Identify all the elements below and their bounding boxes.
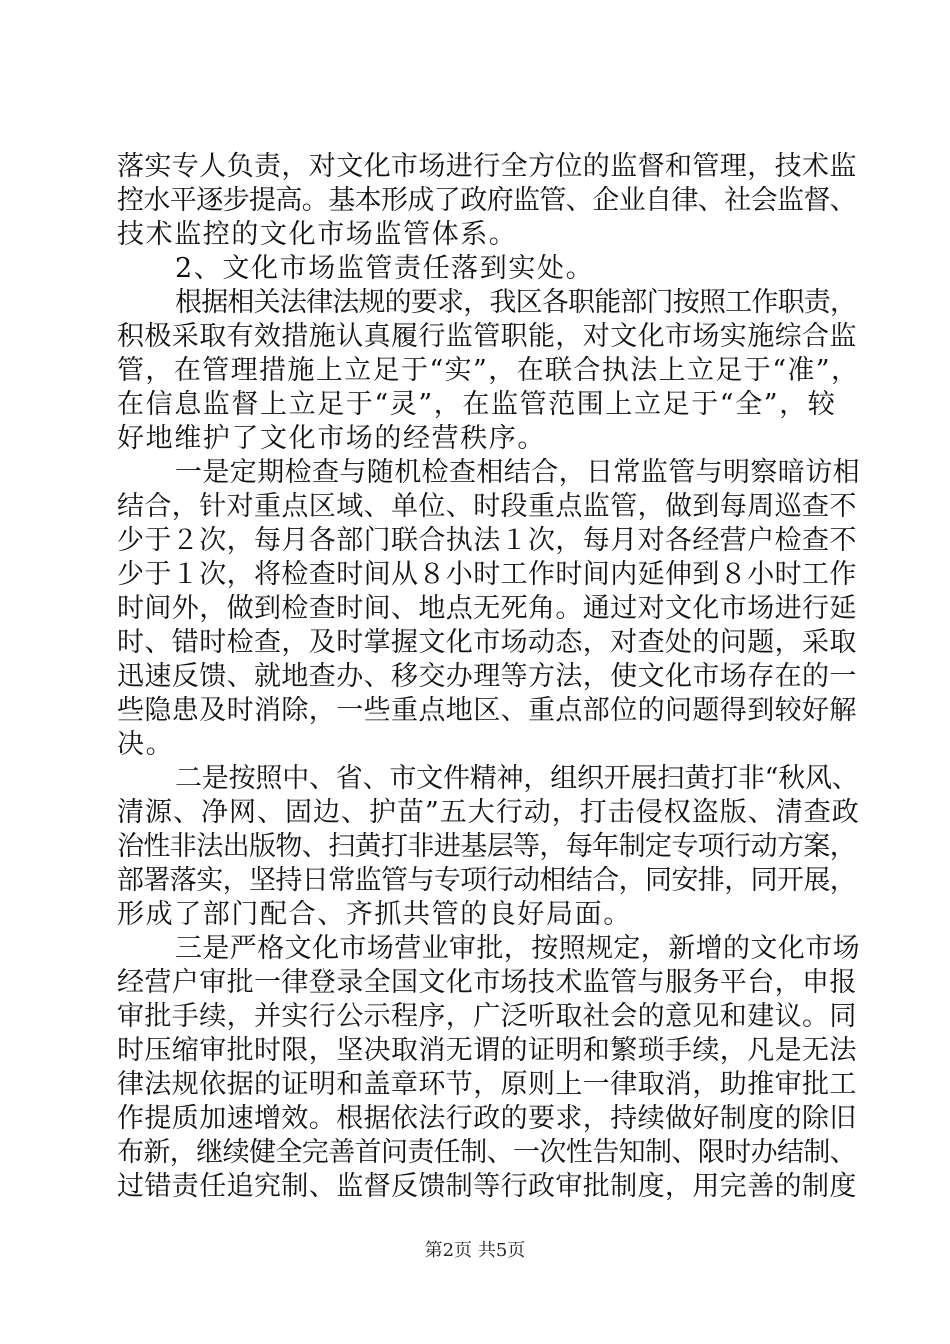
paragraph-line: 形成了部门配合、齐抓共管的良好局面。 [117,899,632,930]
paragraph-line: 一是定期检查与随机检查相结合，日常监管与明察暗访相 [175,457,860,488]
paragraph-line: 根据相关法律法规的要求，我区各职能部门按照工作职责， [175,287,857,318]
paragraph-line: 时、错时检查，及时掌握文化市场动态，对查处的问题，采取 [117,627,857,658]
paragraph-line: 少于１次，将检查时间从８小时工作时间内延伸到８小时工作 [117,559,857,590]
paragraph-line: 落实专人负责，对文化市场进行全方位的监督和管理，技术监 [117,151,857,182]
paragraph-line: 迅速反馈、就地查办、移交办理等方法，使文化市场存在的一 [117,661,857,692]
paragraph-line: 时间外，做到检查时间、地点无死角。通过对文化市场进行延 [117,593,857,624]
section-heading: 2、文化市场监管责任落到实处。 [175,253,595,284]
paragraph-line: 布新，继续健全完善首问责任制、一次性告知制、限时办结制、 [117,1137,857,1168]
paragraph-line: 过错责任追究制、监督反馈制等行政审批制度，用完善的制度 [117,1171,857,1202]
paragraph-line: 清源、净网、固边、护苗”五大行动，打击侵权盗版、清查政 [117,797,860,828]
paragraph-line: 在信息监督上立足于“灵”，在监管范围上立足于“全”，较 [117,389,837,420]
paragraph-line: 控水平逐步提高。基本形成了政府监管、企业自律、社会监督、 [117,185,857,216]
paragraph-line: 结合，针对重点区域、单位、时段重点监管，做到每周巡查不 [117,491,857,522]
paragraph-line: 管，在管理措施上立足于“实”，在联合执法上立足于“准”， [117,355,860,386]
paragraph-line: 部署落实，坚持日常监管与专项行动相结合，同安排，同开展， [117,865,857,896]
paragraph-line: 治性非法出版物、扫黄打非进基层等，每年制定专项行动方案， [117,831,857,862]
page-footer: 第2页 共5页 [424,1240,526,1261]
paragraph-line: 作提质加速增效。根据依法行政的要求，持续做好制度的除旧 [117,1103,857,1134]
paragraph-line: 好地维护了文化市场的经营秩序。 [117,423,546,454]
paragraph-line: 决。 [117,729,175,760]
paragraph-line: 审批手续，并实行公示程序，广泛听取社会的意见和建议。同 [117,1001,857,1032]
paragraph-line: 技术监控的文化市场监管体系。 [117,219,518,250]
paragraph-line: 三是严格文化市场营业审批，按照规定，新增的文化市场 [175,933,860,964]
paragraph-line: 些隐患及时消除，一些重点地区、重点部位的问题得到较好解 [117,695,857,726]
paragraph-line: 二是按照中、省、市文件精神，组织开展扫黄打非“秋风、 [175,763,859,794]
paragraph-line: 少于２次，每月各部门联合执法１次，每月对各经营户检查不 [117,525,857,556]
paragraph-line: 时压缩审批时限，坚决取消无谓的证明和繁琐手续，凡是无法 [117,1035,857,1066]
paragraph-line: 律法规依据的证明和盖章环节，原则上一律取消，助推审批工 [117,1069,857,1100]
paragraph-line: 积极采取有效措施认真履行监管职能，对文化市场实施综合监 [117,321,857,352]
paragraph-line: 经营户审批一律登录全国文化市场技术监管与服务平台，申报 [117,967,857,998]
